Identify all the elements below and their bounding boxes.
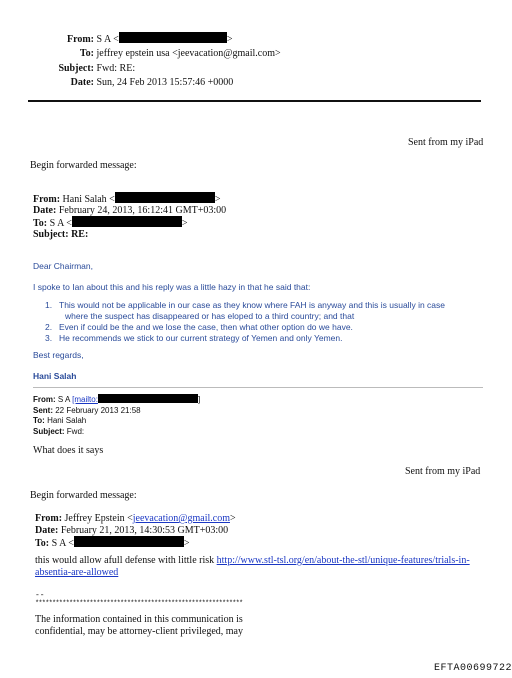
- fwd2-header: [33, 394, 200, 437]
- date-value: Sun, 24 Feb 2013 15:57:46 +0000: [96, 77, 234, 88]
- date-value: February 24, 2013, 16:12:41 GMT+03:00: [58, 205, 227, 216]
- stl-link[interactable]: http://www.stl-tsl.org/en/about-the-stl/unique-features/trials-in-: [216, 555, 470, 566]
- to-value: S A <: [49, 218, 72, 229]
- list-number: 1.: [45, 300, 53, 310]
- subject-label: Subject:: [58, 63, 94, 74]
- to-value: jeffrey epstein usa <jeevacation@gmail.com>: [96, 48, 281, 59]
- from-close: >: [226, 34, 233, 45]
- intro-text: I spoke to Ian about this and his reply was a little hazy in that he said that:: [33, 282, 311, 292]
- to-label: To:: [35, 538, 50, 549]
- from-value: Jeffrey Epstein <: [64, 513, 133, 524]
- body-sentence: this would allow afull defense with little risk: [35, 555, 217, 566]
- numbered-list: [45, 300, 485, 344]
- subject-value: Fwd:: [66, 426, 85, 436]
- list-item: [45, 333, 485, 344]
- to-label: To:: [33, 218, 48, 229]
- message-divider: [33, 387, 483, 388]
- from-label: From:: [35, 513, 63, 524]
- redaction-block: [74, 536, 184, 547]
- redaction-block: [72, 216, 182, 227]
- document-id: EFTA00699722: [434, 663, 512, 674]
- from-value: S A: [57, 395, 73, 404]
- date-label: Date:: [33, 205, 57, 216]
- fwd2-subject-row: [33, 427, 200, 438]
- sent-from-ipad-2: Sent from my iPad: [405, 466, 481, 477]
- fwd2-sent-row: [33, 406, 200, 417]
- from-close: >: [229, 513, 236, 524]
- redaction-block: [115, 192, 215, 203]
- list-text: This would not be applicable in our case as they know where FAH is anyway and this is usually in case: [59, 300, 446, 310]
- from-label: From:: [33, 194, 61, 205]
- top-to-row: [30, 47, 281, 60]
- body-text: [35, 555, 470, 567]
- sent-label: Sent:: [33, 405, 53, 415]
- header-divider: [28, 100, 481, 102]
- subject-label: Subject:: [33, 426, 65, 436]
- sent-value: 22 February 2013 21:58: [55, 405, 141, 415]
- to-label: To:: [33, 416, 45, 425]
- to-close: >: [183, 538, 190, 549]
- asterisk-divider: *************************************************************: [35, 600, 243, 608]
- from-label: From:: [33, 395, 56, 404]
- begin-forwarded-message: Begin forwarded message:: [30, 160, 137, 171]
- begin-forwarded-message-2: Begin forwarded message:: [30, 490, 137, 501]
- top-date-row: [30, 76, 233, 89]
- list-item: [45, 322, 485, 333]
- top-from-row: [30, 32, 232, 46]
- list-text: He recommends we stick to our current strategy of Yemen and only Yemen.: [59, 333, 343, 343]
- fwd2-from-row: [33, 394, 200, 406]
- greeting: Dear Chairman,: [33, 261, 93, 271]
- stl-link-cont[interactable]: absentia-are-allowed: [35, 567, 119, 578]
- from-close: >: [214, 194, 221, 205]
- date-value: February 21, 2013, 14:30:53 GMT+03:00: [60, 525, 229, 536]
- list-item: [45, 300, 485, 311]
- closing: Best regards,: [33, 350, 84, 360]
- to-value: Hani Salah: [47, 416, 87, 425]
- disclaimer: [35, 614, 243, 638]
- list-number: 2.: [45, 322, 53, 332]
- from-value: S A <: [96, 34, 119, 45]
- subject-label: Subject:: [33, 229, 69, 240]
- list-item-cont: [45, 311, 485, 322]
- from-label: From:: [66, 34, 94, 45]
- redaction-block: [98, 394, 201, 404]
- signature-dash: --: [35, 591, 45, 600]
- date-label: Date:: [70, 77, 94, 88]
- to-close: >: [181, 218, 188, 229]
- fwd1-subject-row: [33, 228, 88, 241]
- signature: Hani Salah: [33, 371, 77, 381]
- mailto-link[interactable]: [mailto:: [72, 395, 98, 404]
- from-close: ]: [197, 395, 201, 404]
- what-does-it-say: What does it says: [33, 445, 104, 456]
- redaction-block: [119, 32, 227, 43]
- list-text: where the suspect has disappeared or has eloped to a third country; and that: [65, 311, 355, 321]
- subject-value: Fwd: RE:: [96, 63, 136, 74]
- list-text: Even if could be the and we lose the case, then what other option do we have.: [59, 322, 353, 332]
- sent-from-ipad: Sent from my iPad: [408, 137, 484, 148]
- disclaimer-line: The information contained in this communication is: [35, 614, 243, 625]
- list-number: 3.: [45, 333, 53, 343]
- top-subject-row: [30, 62, 135, 75]
- date-label: Date:: [35, 525, 59, 536]
- to-label: To:: [79, 48, 94, 59]
- to-value: S A <: [51, 538, 74, 549]
- from-value: Hani Salah <: [62, 194, 115, 205]
- fwd2-to-row: [33, 416, 200, 427]
- fwd3-to-row: [35, 536, 190, 550]
- body-link-cont: [35, 567, 118, 579]
- disclaimer-line: confidential, may be attorney-client privileged, may: [35, 626, 243, 637]
- email-link[interactable]: jeevacation@gmail.com: [132, 513, 230, 524]
- subject-value: RE:: [71, 229, 89, 240]
